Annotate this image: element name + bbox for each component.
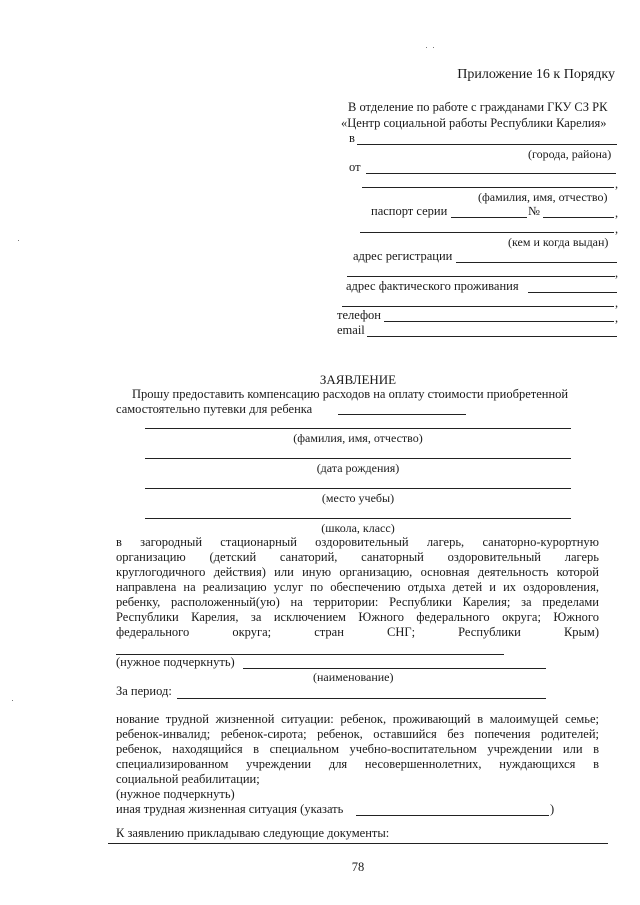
actual-address-field[interactable]	[528, 280, 617, 293]
from-label: от	[349, 160, 361, 174]
camp-text-line: организацию (детский санаторий, санаторный оздоровительный лагерь	[116, 550, 599, 564]
child-fio-field[interactable]	[145, 416, 571, 429]
statement-title: ЗАЯВЛЕНИЕ	[319, 372, 397, 387]
situation-text-line: нование трудной жизненной ситуации: ребенок, проживающий в малоимущей семье;	[116, 712, 599, 726]
registration-address-field-2[interactable]	[347, 264, 615, 277]
study-place-field[interactable]	[145, 476, 571, 489]
actual-address-comma: ,	[615, 296, 619, 310]
child-field[interactable]	[338, 402, 466, 415]
phone-label: телефон	[337, 308, 381, 322]
documents-label: К заявлению прикладываю следующие документы:	[116, 826, 390, 840]
page-number: 78	[351, 860, 365, 874]
phone-comma: ,	[615, 311, 619, 325]
appendix-label: Приложение 16 к Порядку	[457, 67, 615, 82]
fio-comma: ,	[615, 177, 619, 191]
study-place-hint: (место учебы)	[321, 491, 395, 505]
passport-series-field[interactable]	[451, 205, 527, 218]
registration-address-field[interactable]	[456, 250, 617, 263]
actual-address-field-2[interactable]	[342, 294, 614, 307]
registration-address-label: адрес регистрации	[353, 249, 453, 263]
camp-text-line: Республики Карелия, за исключением Южного федерального округа; Южного	[116, 610, 599, 624]
period-label: За период:	[116, 684, 172, 698]
organization-name-hint: (наименование)	[313, 670, 394, 684]
city-hint: (города, района)	[528, 147, 612, 161]
email-label: email	[337, 323, 365, 337]
phone-field[interactable]	[384, 309, 614, 322]
organization-name-field[interactable]	[243, 656, 546, 669]
addressee-line-1: В отделение по работе с гражданами ГКУ СЗ РК	[348, 100, 608, 114]
passport-issued-hint: (кем и когда выдан)	[508, 235, 609, 249]
camp-extra-field[interactable]	[116, 642, 504, 655]
school-class-field[interactable]	[145, 506, 571, 519]
birth-date-hint: (дата рождения)	[316, 461, 400, 475]
scan-speck	[18, 240, 19, 241]
child-fio-hint: (фамилия, имя, отчество)	[293, 431, 423, 445]
fio-hint: (фамилия, имя, отчество)	[478, 190, 608, 204]
scan-speck	[12, 700, 13, 701]
city-prefix-label: в	[349, 131, 355, 145]
camp-text-line: круглогодичного действия) или иную организацию, основная деятельность которой	[116, 565, 599, 579]
camp-text-line: ребенку, расположенный(ую) на территории: Республики Карелия; за пределами	[116, 595, 599, 609]
fio-field[interactable]	[362, 175, 614, 188]
city-field[interactable]	[357, 132, 617, 145]
issued-comma: ,	[615, 222, 619, 236]
camp-text-line: федерального округа; стран СНГ; Республики Крым)	[116, 625, 599, 639]
period-field[interactable]	[177, 686, 546, 699]
situation-underline-hint: (нужное подчеркнуть)	[116, 787, 235, 801]
passport-number-label: №	[528, 204, 540, 218]
passport-comma: ,	[615, 206, 619, 220]
passport-series-label: паспорт серии	[371, 204, 448, 218]
situation-text-line: социальной реабилитации;	[116, 772, 260, 786]
scan-speck	[433, 47, 434, 48]
birth-date-field[interactable]	[145, 446, 571, 459]
other-situation-close: )	[550, 802, 555, 816]
email-field[interactable]	[367, 324, 617, 337]
documents-divider	[108, 843, 608, 844]
request-line-2: самостоятельно путевки для ребенка	[116, 402, 313, 416]
situation-text-line: ребенок-инвалид; ребенок-сирота; ребенок, оставшийся без попечения родителей;	[116, 727, 599, 741]
underline-hint: (нужное подчеркнуть)	[116, 655, 235, 669]
school-class-hint: (школа, класс)	[321, 521, 395, 535]
situation-text-line: ребенок, находящийся в специальном учебно-воспитательном учреждении или в	[116, 742, 599, 756]
request-line-1: Прошу предоставить компенсацию расходов на оплату стоимости приобретенной	[132, 387, 569, 401]
addressee-line-2: «Центр социальной работы Республики Карелия»	[341, 116, 607, 130]
camp-text-line: в загородный стационарный оздоровительный лагерь, санаторно-курортную	[116, 535, 599, 549]
registration-comma: ,	[615, 266, 619, 280]
passport-issued-field[interactable]	[360, 220, 614, 233]
passport-number-field[interactable]	[543, 205, 614, 218]
scan-speck	[426, 47, 427, 48]
other-situation-label: иная трудная жизненная ситуация (указать	[116, 802, 344, 816]
from-field[interactable]	[366, 161, 616, 174]
other-situation-field[interactable]	[356, 803, 549, 816]
situation-text-line: специализированном учреждении для несовершеннолетних, нуждающихся в	[116, 757, 599, 771]
actual-address-label: адрес фактического проживания	[346, 279, 519, 293]
camp-text-line: направлена на реализацию услуг по обеспечению отдыха детей и их оздоровления,	[116, 580, 599, 594]
